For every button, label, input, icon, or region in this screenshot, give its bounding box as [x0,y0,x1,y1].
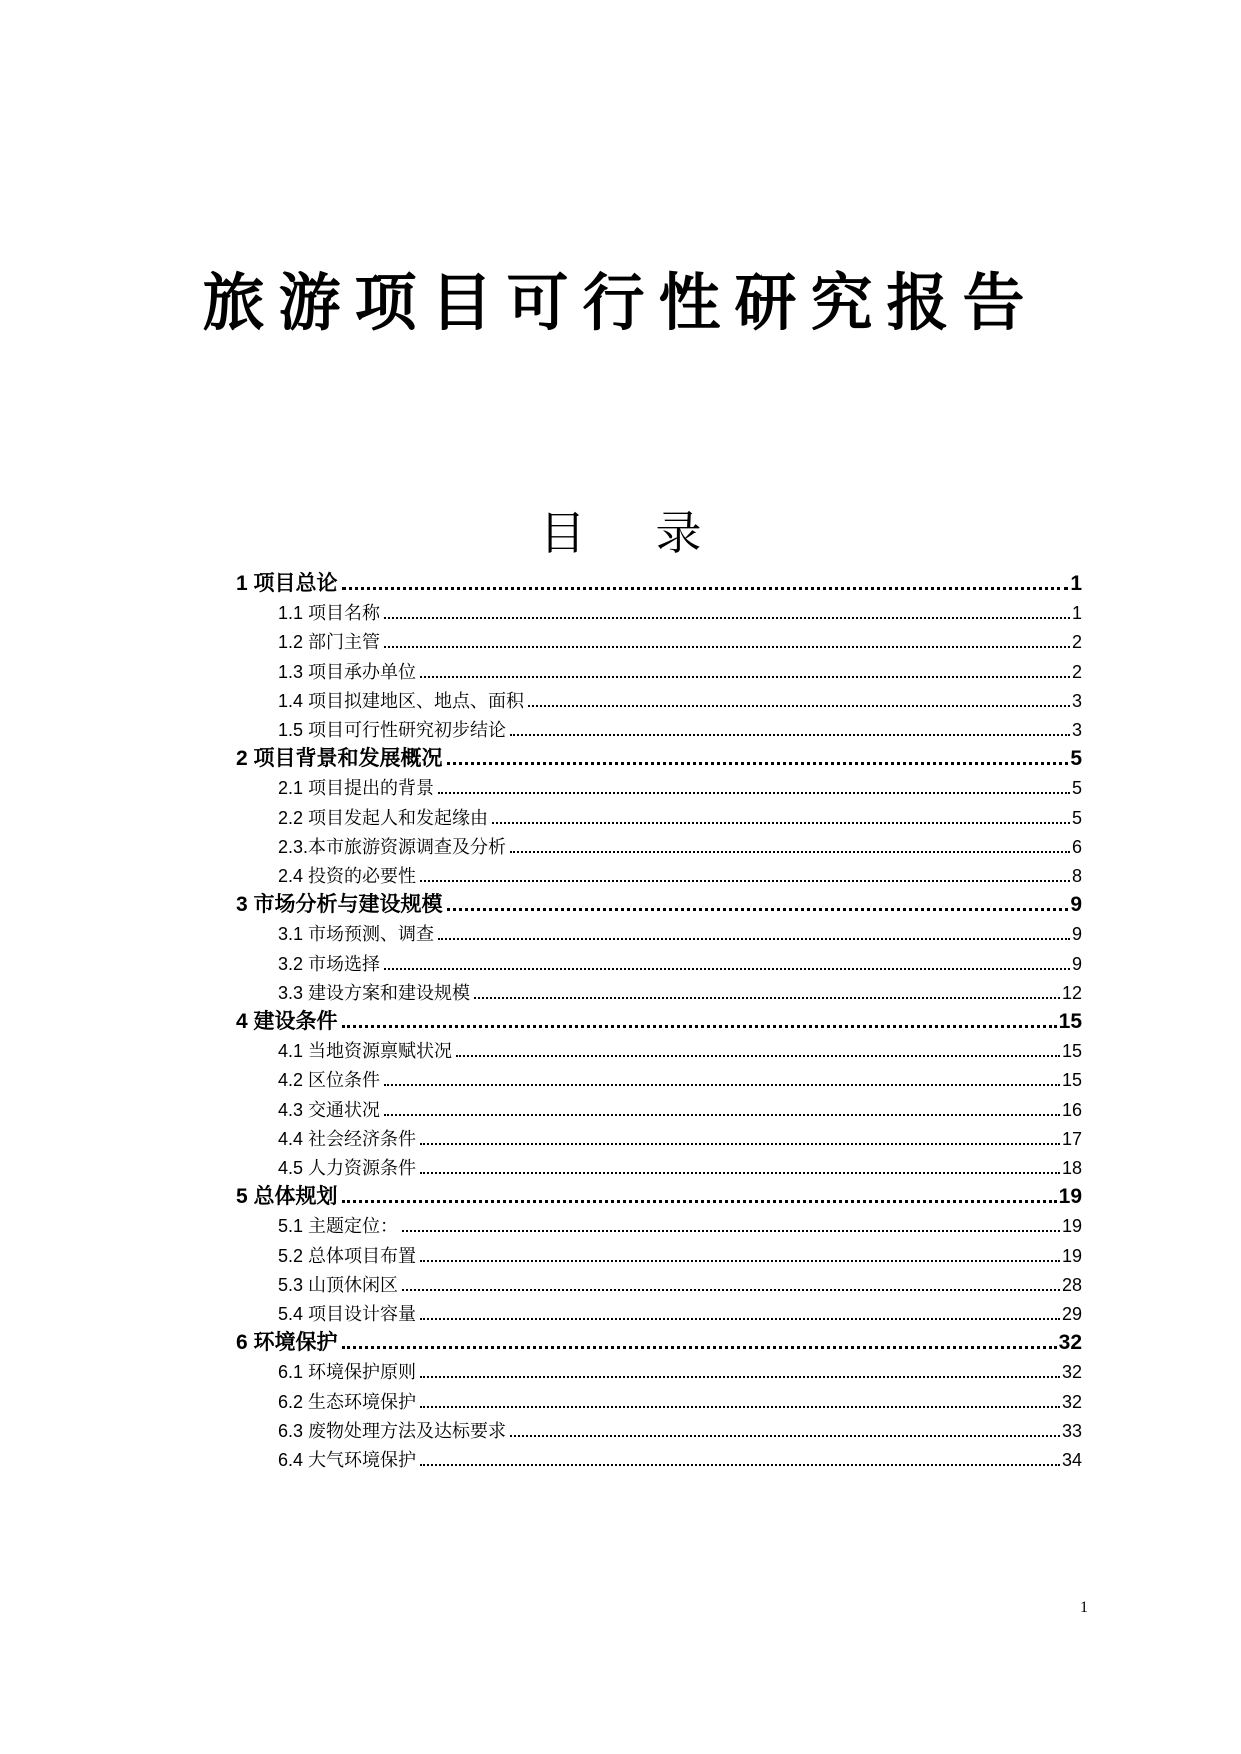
toc-entry-label: 6.2 生态环境保护 [278,1392,417,1413]
toc-section-entry[interactable] [278,657,1082,683]
toc-entry-label: 4.3 交通状况 [278,1100,381,1121]
toc-entry-label: 1.3 项目承办单位 [278,662,417,683]
toc-dot-leader [510,734,1070,736]
toc-entry-page: 1 [1071,603,1082,624]
toc-entry-label: 4.5 人力资源条件 [278,1158,417,1179]
toc-entry-page: 2 [1071,632,1082,653]
toc-entry-label: 6.4 大气环境保护 [278,1450,417,1471]
toc-dot-leader [420,1376,1060,1378]
toc-entry-page: 17 [1061,1129,1082,1150]
toc-dot-leader [342,587,1069,590]
toc-entry-page: 2 [1071,662,1082,683]
toc-section-entry[interactable] [278,1299,1082,1325]
toc-dot-leader [447,908,1069,911]
toc-entry-label: 1.1 项目名称 [278,603,381,624]
toc-dot-leader [438,792,1070,794]
toc-entry-page: 3 [1071,691,1082,712]
toc-section-entry[interactable] [278,949,1082,975]
toc-entry-page: 29 [1061,1304,1082,1325]
toc-dot-leader [420,1260,1060,1262]
toc-dot-leader [420,880,1070,882]
toc-chapter-entry[interactable] [236,744,1082,770]
toc-heading: 目录 [539,506,772,560]
toc-entry-label: 2.1 项目提出的背景 [278,778,435,799]
toc-dot-leader [342,1200,1057,1203]
toc-section-entry[interactable] [278,627,1082,653]
toc-dot-leader [492,822,1070,824]
toc-section-entry[interactable] [278,1153,1082,1179]
toc-section-entry[interactable] [278,803,1082,829]
toc-section-entry[interactable] [278,773,1082,799]
toc-dot-leader [447,762,1069,765]
toc-entry-page: 5 [1071,778,1082,799]
toc-dot-leader [384,968,1070,970]
toc-dot-leader [420,1143,1060,1145]
toc-entry-page: 9 [1070,892,1082,916]
toc-entry-label: 5.2 总体项目布置 [278,1246,417,1267]
toc-entry-page: 28 [1061,1275,1082,1296]
toc-section-entry[interactable] [278,1124,1082,1150]
toc-section-entry[interactable] [278,978,1082,1004]
toc-entry-label: 2.4 投资的必要性 [278,866,417,887]
toc-entry-label: 2.3.本市旅游资源调查及分析 [278,837,507,858]
toc-entry-page: 33 [1061,1421,1082,1442]
toc-section-entry[interactable] [278,1416,1082,1442]
toc-section-entry[interactable] [278,1445,1082,1471]
toc-dot-leader [474,997,1060,999]
toc-entry-label: 3.2 市场选择 [278,954,381,975]
toc-entry-page: 16 [1061,1100,1082,1121]
toc-entry-label: 3.1 市场预测、调查 [278,924,435,945]
toc-section-entry[interactable] [278,1036,1082,1062]
toc-entry-label: 1.4 项目拟建地区、地点、面积 [278,691,525,712]
toc-dot-leader [342,1025,1057,1028]
toc-entry-label: 4.4 社会经济条件 [278,1129,417,1150]
toc-dot-leader [384,1114,1060,1116]
toc-chapter-entry[interactable] [236,890,1082,916]
toc-dot-leader [342,1346,1057,1349]
toc-entry-label: 1.5 项目可行性研究初步结论 [278,720,507,741]
toc-entry-page: 32 [1061,1392,1082,1413]
toc-dot-leader [420,676,1070,678]
toc-dot-leader [420,1406,1060,1408]
toc-section-entry[interactable] [278,1211,1082,1237]
toc-entry-page: 5 [1071,808,1082,829]
toc-entry-page: 12 [1061,983,1082,1004]
toc-entry-page: 1 [1070,571,1082,595]
toc-section-entry[interactable] [278,861,1082,887]
toc-entry-label: 1 项目总论 [236,571,338,595]
toc-entry-label: 5.1 主题定位： [278,1216,399,1237]
toc-section-entry[interactable] [278,715,1082,741]
toc-entry-page: 19 [1061,1216,1082,1237]
page-number: 1 [1080,1599,1088,1616]
toc-entry-page: 19 [1061,1246,1082,1267]
toc-dot-leader [528,705,1070,707]
toc-entry-label: 5 总体规划 [236,1184,338,1208]
toc-entry-page: 32 [1061,1362,1082,1383]
toc-entry-label: 5.3 山顶休闲区 [278,1275,399,1296]
toc-chapter-entry[interactable] [236,1328,1082,1354]
toc-entry-label: 4 建设条件 [236,1009,338,1033]
toc-dot-leader [438,938,1070,940]
toc-dot-leader [384,646,1070,648]
toc-entry-label: 3 市场分析与建设规模 [236,892,443,916]
toc-entry-page: 9 [1071,924,1082,945]
toc-entry-page: 19 [1058,1184,1082,1208]
toc-entry-page: 6 [1071,837,1082,858]
toc-entry-label: 3.3 建设方案和建设规模 [278,983,471,1004]
toc-section-entry[interactable] [278,1387,1082,1413]
toc-entry-label: 1.2 部门主管 [278,632,381,653]
toc-section-entry[interactable] [278,1065,1082,1091]
toc-chapter-entry[interactable] [236,1007,1082,1033]
toc-entry-label: 2 项目背景和发展概况 [236,746,443,770]
toc-entry-label: 6 环境保护 [236,1330,338,1354]
toc-entry-label: 5.4 项目设计容量 [278,1304,417,1325]
toc-section-entry[interactable] [278,1270,1082,1296]
toc-chapter-entry[interactable] [236,569,1082,595]
toc-entry-label: 4.1 当地资源禀赋状况 [278,1041,453,1062]
toc-entry-page: 15 [1061,1041,1082,1062]
toc-dot-leader [420,1318,1060,1320]
toc-entry-label: 6.3 废物处理方法及达标要求 [278,1421,507,1442]
toc-entry-page: 32 [1058,1330,1082,1354]
toc-entry-page: 3 [1071,720,1082,741]
toc-chapter-entry[interactable] [236,1182,1082,1208]
toc-dot-leader [510,851,1070,853]
toc-dot-leader [384,617,1070,619]
document-title: 旅游项目可行性研究报告 [202,266,1039,339]
toc-section-entry[interactable] [278,1357,1082,1383]
toc-section-entry[interactable] [278,598,1082,624]
toc-entry-page: 9 [1071,954,1082,975]
toc-dot-leader [420,1172,1060,1174]
toc-entry-page: 5 [1070,746,1082,770]
toc-entry-page: 18 [1061,1158,1082,1179]
toc-section-entry[interactable] [278,832,1082,858]
toc-entry-page: 34 [1061,1450,1082,1471]
toc-dot-leader [402,1230,1060,1232]
toc-section-entry[interactable] [278,1241,1082,1267]
toc-dot-leader [510,1435,1060,1437]
toc-dot-leader [456,1055,1060,1057]
toc-section-entry[interactable] [278,919,1082,945]
toc-entry-label: 2.2 项目发起人和发起缘由 [278,808,489,829]
toc-entry-page: 15 [1058,1009,1082,1033]
toc-section-entry[interactable] [278,686,1082,712]
toc-entry-page: 8 [1071,866,1082,887]
toc-entry-label: 4.2 区位条件 [278,1070,381,1091]
toc-dot-leader [402,1289,1060,1291]
toc-section-entry[interactable] [278,1095,1082,1121]
toc-entry-label: 6.1 环境保护原则 [278,1362,417,1383]
toc-dot-leader [420,1464,1060,1466]
toc-dot-leader [384,1084,1060,1086]
toc-entry-page: 15 [1061,1070,1082,1091]
